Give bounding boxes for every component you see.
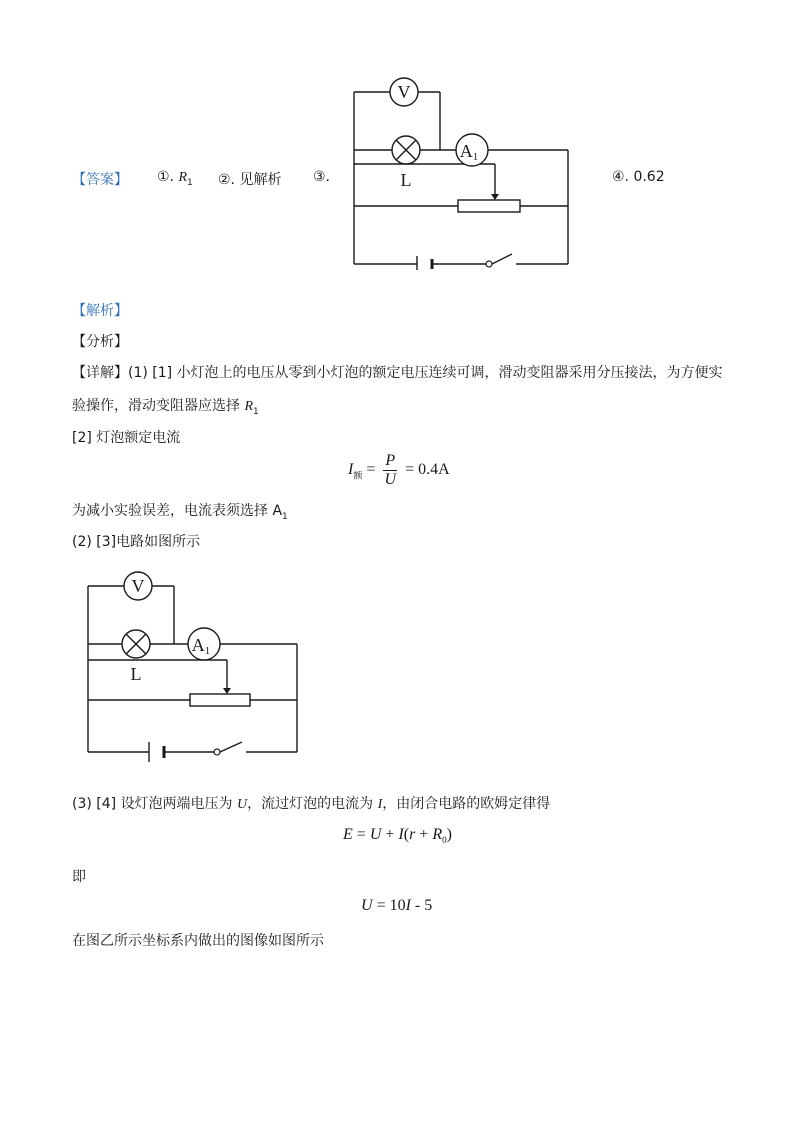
ammeter-label: A [459,141,473,161]
lamp-label-2: L [130,664,142,684]
detail-text-5b: ，流过灯泡的电流为 [247,796,378,812]
formula-1-num: P [385,452,396,469]
rheostat-icon-2 [190,694,250,706]
formula-2-rp: ) [446,826,452,843]
formula-3-i: I [405,897,411,914]
detail-para-6: 在图乙所示坐标系内做出的图像如图所示 [72,933,324,949]
detail-para-5 [72,793,550,813]
answer-item-3: ③. [313,169,331,185]
formula-3-u: U [361,897,373,914]
formula-3-rest: - 5 [410,897,433,914]
formula-1-eq: = [366,461,376,479]
detail-para-1-line-1 [72,362,723,382]
detail-para-2: [2] 灯泡额定电流 [72,430,181,446]
answer-item-1-marker: ①. [157,169,175,185]
answer-tag: 【答案】 [72,172,128,188]
detail-var-i: I [377,797,383,812]
answer-item-4: ④. 0.62 [612,169,665,185]
detail-ji: 即 [72,869,86,885]
formula-2-plus2: + [415,826,433,843]
analysis-tag: 【解析】 [72,303,128,319]
formula-2-i: I [398,826,404,843]
fenxi-tag: 【分析】 [72,334,128,350]
formula-2-r: r [409,826,416,843]
formula-2-u: U [369,826,382,843]
formula-linear [361,897,432,915]
detail-text-2: 验操作，滑动变阻器应选择 [72,398,245,414]
detail-para-3 [72,500,288,522]
formula-2-R: R [432,826,443,843]
ammeter-sub: 1 [472,151,479,163]
detail-text-5a: (3) [4] 设灯泡两端电压为 [72,796,238,812]
ammeter-label-2: A [191,635,205,655]
detail-text-3: 为减小实验误差，电流表须选择 A [72,503,283,519]
formula-2-sub: 0 [442,835,447,846]
circuit-diagram-bottom [84,570,302,766]
detail-para-1-line-2 [72,395,259,417]
detail-text-1: (1) [1] 小灯泡上的电压从零到小灯泡的额定电压连续可调，滑动变阻器采用分压接法，为方便实 [128,365,723,381]
circuit-diagram-top [350,74,572,270]
detail-text-5c: ，由闭合电路的欧姆定律得 [382,796,551,812]
formula-2-lp: ( [403,826,410,843]
detail-text-3-sub: 1 [282,511,288,522]
formula-2-e: E [343,826,353,843]
ammeter-sub-2: 1 [204,645,211,657]
answer-item-1-var: R [178,170,188,185]
detail-var-u: U [237,797,248,812]
voltmeter-label: V [397,82,411,102]
formula-ohm-law [343,826,452,845]
formula-rated-current [348,452,450,489]
detail-para-4: (2) [3]电路如图所示 [72,534,201,550]
switch-icon [486,261,492,267]
detail-var-r-sub: 1 [253,406,259,417]
formula-1-i: I [348,461,354,479]
formula-1-fraction [383,452,397,489]
formula-1-den: U [384,471,397,488]
detail-var-r: R [244,399,254,414]
switch-icon-2 [214,749,220,755]
formula-3-eq: = 10 [372,897,406,914]
voltmeter-label-2: V [131,576,145,596]
lamp-label: L [400,170,412,190]
answer-item-1-sub: 1 [187,177,193,188]
formula-2-plus: + [381,826,399,843]
answer-item-2: ②. 见解析 [218,172,282,188]
rheostat-icon [458,200,520,212]
formula-1-sub: 额 [353,471,363,482]
formula-1-rhs: = 0.4A [405,461,450,479]
formula-2-eq: = [352,826,370,843]
answer-item-1 [157,169,193,188]
detail-tag: 【详解】 [72,365,128,381]
